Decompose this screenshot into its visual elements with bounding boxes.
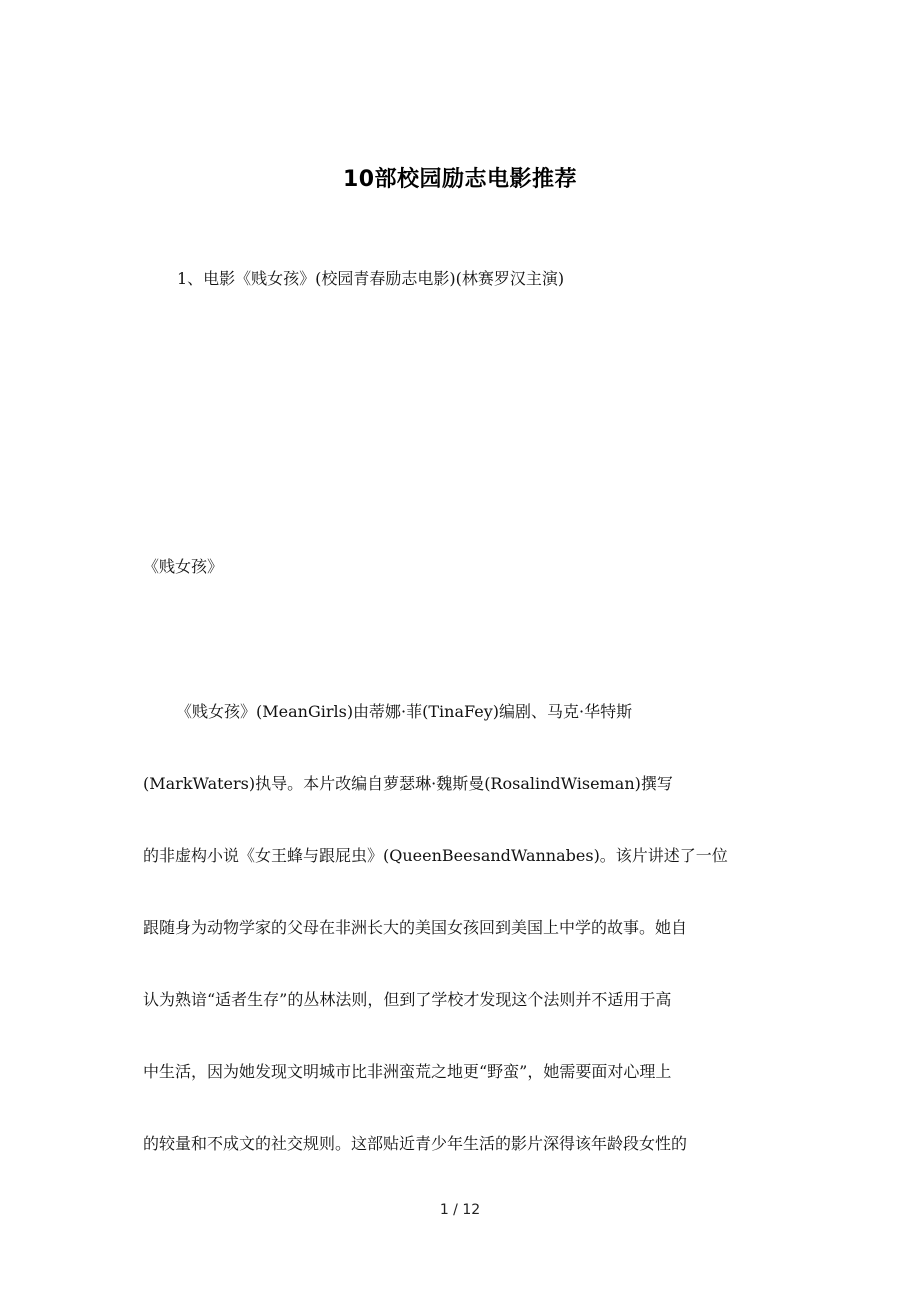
paragraph-line: 的非虚构小说《女王蜂与跟屁虫》(QueenBeesandWannabes)。该片讲述了一位 — [143, 846, 728, 865]
movie-item-heading: 1、电影《贱女孩》(校园青春励志电影)(林赛罗汉主演) — [177, 269, 565, 288]
document-title: 10部校园励志电影推荐 — [342, 167, 578, 192]
paragraph-line: 《贱女孩》(MeanGirls)由蒂娜·菲(TinaFey)编剧、马克·华特斯 — [176, 702, 633, 721]
paragraph-line: (MarkWaters)执导。本片改编自萝瑟琳·魏斯曼(RosalindWiseman)撰写 — [143, 774, 673, 793]
paragraph-line: 认为熟谙“适者生存”的丛林法则，但到了学校才发现这个法则并不适用于高 — [143, 990, 672, 1009]
paragraph-line: 跟随身为动物学家的父母在非洲长大的美国女孩回到美国上中学的故事。她自 — [143, 918, 688, 937]
paragraph-line: 中生活，因为她发现文明城市比非洲蛮荒之地更“野蛮”，她需要面对心理上 — [143, 1062, 672, 1081]
page-number: 1 / 12 — [439, 1202, 481, 1218]
paragraph-line: 的较量和不成文的社交规则。这部贴近青少年生活的影片深得该年龄段女性的 — [143, 1134, 688, 1153]
image-caption: 《贱女孩》 — [143, 557, 224, 576]
